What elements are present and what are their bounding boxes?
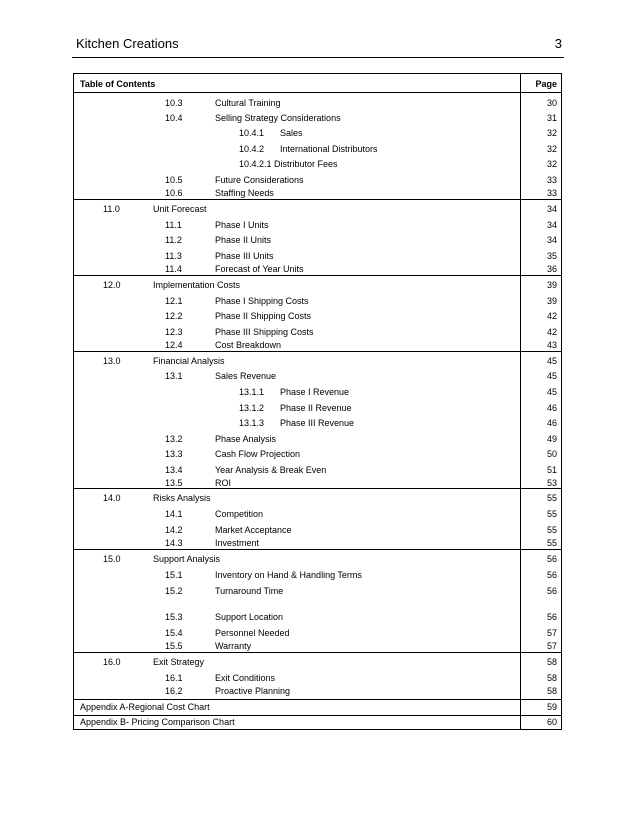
toc-entry-page: 57 <box>546 628 557 638</box>
toc-entry-title[interactable]: Phase III Shipping Costs <box>215 327 314 337</box>
toc-entry-number: 13.5 <box>165 478 183 488</box>
toc-rule <box>74 715 561 716</box>
toc-entry-page: 33 <box>546 188 557 198</box>
toc-entry-number: 15.1 <box>165 570 183 580</box>
toc-entry-number: 12.4 <box>165 340 183 350</box>
toc-entry-number: 15.0 <box>103 554 121 564</box>
toc-entry-page: 43 <box>546 340 557 350</box>
toc-rule <box>74 199 561 200</box>
toc-entry-page: 33 <box>546 175 557 185</box>
toc-entry-number: 13.3 <box>165 449 183 459</box>
toc-entry-number: 12.1 <box>165 296 183 306</box>
toc-entry-page: 42 <box>546 311 557 321</box>
toc-entry-page: 50 <box>546 449 557 459</box>
page-column-divider <box>520 74 521 729</box>
toc-entry-page: 58 <box>546 673 557 683</box>
toc-entry-page: 39 <box>546 296 557 306</box>
toc-rule <box>74 92 561 93</box>
toc-entry-page: 45 <box>546 371 557 381</box>
toc-entry-title[interactable]: Support Location <box>215 612 284 622</box>
toc-entry-number: 10.3 <box>165 98 183 108</box>
toc-entry-page: 45 <box>546 356 557 366</box>
toc-entry-number: 14.3 <box>165 538 183 548</box>
toc-entry-title[interactable]: Phase II Units <box>215 235 272 245</box>
toc-entry-page: 56 <box>546 612 557 622</box>
toc-entry-number: 16.1 <box>165 673 183 683</box>
toc-entry-page: 55 <box>546 509 557 519</box>
toc-entry-number: 13.1.3 <box>239 418 265 428</box>
toc-entry-number: 10.4 <box>165 113 183 123</box>
toc-page-heading: Page <box>535 79 557 89</box>
toc-entry-page: 55 <box>546 493 557 503</box>
toc-entry-number: 11.3 <box>165 251 182 261</box>
toc-entry-title[interactable]: Year Analysis & Break Even <box>215 465 327 475</box>
toc-entry-number: 13.1.1 <box>239 387 265 397</box>
toc-entry-number: 11.4 <box>165 264 182 274</box>
toc-entry-title[interactable]: Selling Strategy Considerations <box>215 113 341 123</box>
toc-entry-title[interactable]: Personnel Needed <box>215 628 290 638</box>
toc-entry-page: 53 <box>546 478 557 488</box>
toc-entry-page: 30 <box>546 98 557 108</box>
toc-entry-number: 13.0 <box>103 356 121 366</box>
toc-entry-title[interactable]: Appendix B- Pricing Comparison Chart <box>80 717 235 727</box>
toc-entry-title[interactable]: Cash Flow Projection <box>215 449 301 459</box>
toc-entry-page: 31 <box>546 113 557 123</box>
toc-entry-page: 39 <box>546 280 557 290</box>
toc-entry-page: 46 <box>546 418 557 428</box>
toc-entry-title[interactable]: Phase I Revenue <box>280 387 350 397</box>
toc-entry-number: 14.1 <box>165 509 183 519</box>
toc-entry-page: 60 <box>546 717 557 727</box>
toc-entry-number: 10.4.1 <box>239 128 265 138</box>
toc-entry-number: 14.2 <box>165 525 183 535</box>
toc-entry-title[interactable]: Staffing Needs <box>215 188 274 198</box>
toc-heading: Table of Contents <box>80 79 156 89</box>
toc-entry-page: 32 <box>546 159 557 169</box>
toc-entry-page: 36 <box>546 264 557 274</box>
toc-entry-title[interactable]: Cost Breakdown <box>215 340 282 350</box>
toc-entry-title[interactable]: Implementation Costs <box>153 280 241 290</box>
toc-entry-title[interactable]: Risks Analysis <box>153 493 211 503</box>
toc-entry-page: 42 <box>546 327 557 337</box>
toc-entry-title[interactable]: Competition <box>215 509 264 519</box>
toc-rule <box>74 699 561 700</box>
toc-entry-number: 16.2 <box>165 686 183 696</box>
toc-entry-title[interactable]: Sales <box>280 128 303 138</box>
toc-entry-number: 13.1 <box>165 371 183 381</box>
page-number: 3 <box>554 36 562 51</box>
toc-entry-page: 46 <box>546 403 557 413</box>
toc-entry-number: 11.2 <box>165 235 182 245</box>
toc-entry-page: 55 <box>546 538 557 548</box>
toc-entry-page: 34 <box>546 204 557 214</box>
toc-entry-page: 58 <box>546 657 557 667</box>
toc-entry-title[interactable]: Warranty <box>215 641 252 651</box>
toc-entry-page: 58 <box>546 686 557 696</box>
toc-entry-number: 11.0 <box>103 204 120 214</box>
toc-entry-page: 45 <box>546 387 557 397</box>
toc-entry-title[interactable]: Phase I Shipping Costs <box>215 296 309 306</box>
toc-entry-title[interactable]: 10.4.2.1 Distributor Fees <box>239 159 338 169</box>
toc-entry-title[interactable]: Phase III Revenue <box>280 418 355 428</box>
toc-entry-title[interactable]: Phase III Units <box>215 251 274 261</box>
toc-entry-page: 34 <box>546 235 557 245</box>
toc-entry-title[interactable]: Future Considerations <box>215 175 304 185</box>
toc-entry-number: 15.2 <box>165 586 183 596</box>
toc-entry-page: 32 <box>546 128 557 138</box>
toc-rule <box>74 652 561 653</box>
toc-entry-title[interactable]: Financial Analysis <box>153 356 225 366</box>
toc-entry-title[interactable]: Phase I Units <box>215 220 269 230</box>
toc-entry-title[interactable]: Exit Conditions <box>215 673 276 683</box>
toc-entry-page: 56 <box>546 554 557 564</box>
toc-entry-number: 15.3 <box>165 612 183 622</box>
toc-entry-number: 15.4 <box>165 628 183 638</box>
toc-entry-number: 13.1.2 <box>239 403 265 413</box>
toc-entry-title[interactable]: Inventory on Hand & Handling Terms <box>215 570 362 580</box>
toc-entry-title[interactable]: Market Acceptance <box>215 525 292 535</box>
toc-entry-page: 55 <box>546 525 557 535</box>
toc-entry-number: 14.0 <box>103 493 121 503</box>
toc-entry-number: 12.0 <box>103 280 121 290</box>
toc-entry-number: 15.5 <box>165 641 183 651</box>
toc-entry-number: 10.5 <box>165 175 183 185</box>
toc-entry-title[interactable]: Phase Analysis <box>215 434 277 444</box>
toc-entry-number: 10.6 <box>165 188 183 198</box>
toc-rule <box>74 488 561 489</box>
toc-entry-title[interactable]: Appendix A-Regional Cost Chart <box>80 702 210 712</box>
toc-entry-title[interactable]: Forecast of Year Units <box>215 264 304 274</box>
toc-entry-title[interactable]: Support Analysis <box>153 554 221 564</box>
toc-entry-number: 11.1 <box>165 220 182 230</box>
toc-entry-number: 12.2 <box>165 311 183 321</box>
toc-entry-title[interactable]: Proactive Planning <box>215 686 291 696</box>
toc-entry-number: 10.4.2 <box>239 144 265 154</box>
toc-entry-title[interactable]: Phase II Revenue <box>280 403 352 413</box>
toc-entry-title[interactable]: International Distributors <box>280 144 378 154</box>
toc-entry-page: 32 <box>546 144 557 154</box>
header-rule <box>72 57 564 58</box>
toc-entry-page: 51 <box>546 465 557 475</box>
toc-entry-page: 34 <box>546 220 557 230</box>
toc-entry-page: 49 <box>546 434 557 444</box>
toc-entry-page: 57 <box>546 641 557 651</box>
toc-entry-title[interactable]: Unit Forecast <box>153 204 207 214</box>
table-of-contents <box>73 73 562 730</box>
toc-rule <box>74 275 561 276</box>
toc-entry-page: 56 <box>546 570 557 580</box>
toc-entry-title[interactable]: ROI <box>215 478 232 488</box>
toc-entry-title[interactable]: Investment <box>215 538 260 548</box>
toc-entry-title[interactable]: Phase II Shipping Costs <box>215 311 312 321</box>
document-title: Kitchen Creations <box>76 36 179 51</box>
toc-entry-page: 56 <box>546 586 557 596</box>
toc-entry-title[interactable]: Sales Revenue <box>215 371 277 381</box>
toc-entry-page: 59 <box>546 702 557 712</box>
toc-rule <box>74 549 561 550</box>
toc-entry-title[interactable]: Cultural Training <box>215 98 281 108</box>
toc-entry-number: 12.3 <box>165 327 183 337</box>
toc-rule <box>74 351 561 352</box>
toc-entry-number: 13.2 <box>165 434 183 444</box>
toc-entry-title[interactable]: Turnaround Time <box>215 586 284 596</box>
toc-entry-title[interactable]: Exit Strategy <box>153 657 205 667</box>
toc-entry-page: 35 <box>546 251 557 261</box>
toc-entry-number: 13.4 <box>165 465 183 475</box>
toc-entry-number: 16.0 <box>103 657 121 667</box>
